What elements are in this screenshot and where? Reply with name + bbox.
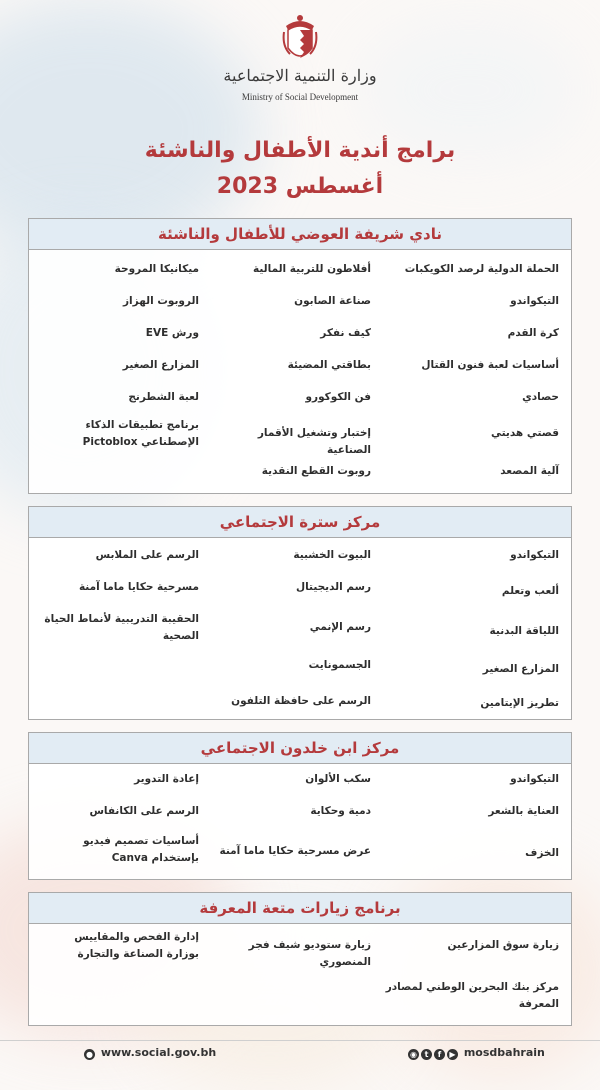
- program-item: ميكانيكا المروحة: [114, 263, 199, 275]
- program-item: المزارع الصغير: [122, 359, 199, 371]
- website-url[interactable]: www.social.gov.bh: [100, 1046, 217, 1059]
- program-item: الخزف: [525, 847, 559, 859]
- social-handle[interactable]: mosdbahrain: [463, 1046, 545, 1059]
- program-item: ورش EVE: [145, 327, 199, 339]
- program-item: تطريز الإيتامين: [480, 697, 559, 709]
- program-item: قصتي هديتي: [491, 427, 559, 439]
- ministry-name-english: Ministry of Social Development: [241, 92, 359, 102]
- program-item: البيوت الخشبية: [293, 549, 371, 561]
- program-item: أساسيات لعبة فنون القتال: [421, 359, 559, 371]
- program-item: روبوت القطع النقدية: [261, 465, 371, 477]
- program-item: الحملة الدولية لرصد الكويكبات: [404, 263, 559, 275]
- program-item: سكب الألوان: [305, 773, 371, 785]
- section-sitra-social-center: [28, 506, 572, 720]
- program-item: الروبوت الهزاز: [123, 295, 199, 307]
- program-item: كرة القدم: [507, 327, 559, 339]
- program-item: المزارع الصغير: [482, 663, 559, 675]
- ministry-name-arabic: وزارة التنمية الاجتماعية: [223, 66, 377, 85]
- program-item: ألعب وتعلم: [501, 585, 559, 597]
- section-title: نادي شريفة العوضي للأطفال والناشئة: [29, 219, 571, 250]
- program-item: دمية وحكاية: [310, 805, 371, 817]
- program-item: مسرحية حكايا ماما آمنة: [78, 581, 199, 593]
- program-item: بطاقتي المضيئة: [287, 359, 371, 371]
- program-item: زيارة ستوديو شيف فجر المنصوري: [248, 939, 371, 968]
- program-item: التيكواندو: [510, 773, 559, 785]
- footer-website[interactable]: [84, 1046, 216, 1060]
- youtube-icon[interactable]: ▶: [447, 1049, 458, 1060]
- program-item: الرسم على الكانفاس: [89, 805, 199, 817]
- program-item: العناية بالشعر: [488, 805, 559, 817]
- program-item: زيارة سوق المزارعين: [447, 939, 559, 951]
- program-item: إعادة التدوير: [134, 773, 199, 785]
- section-title: مركز ابن خلدون الاجتماعي: [29, 733, 571, 764]
- bahrain-emblem-logo: [282, 12, 318, 64]
- footer-divider: [0, 1040, 600, 1041]
- facebook-icon[interactable]: f: [434, 1049, 445, 1060]
- program-item: مركز بنك البحرين الوطني لمصادر المعرفة: [385, 981, 559, 1010]
- globe-icon: ●: [84, 1049, 95, 1060]
- twitter-icon[interactable]: t: [421, 1049, 432, 1060]
- program-item: كيف نفكر: [320, 327, 371, 339]
- program-item: آلية المصعد: [500, 465, 559, 477]
- program-item: الحقيبة التدريبية لأنماط الحياة الصحية: [44, 613, 199, 642]
- program-item: فن الكوكورو: [305, 391, 371, 403]
- program-item: التيكواندو: [510, 549, 559, 561]
- section-title: برنامج زيارات متعة المعرفة: [29, 893, 571, 924]
- program-item: صناعة الصابون: [294, 295, 371, 307]
- program-item: الرسم على الملابس: [95, 549, 199, 561]
- program-item: الرسم على حافظة التلفون: [231, 695, 371, 707]
- page-title: برامج أندية الأطفال والناشئة: [144, 138, 456, 163]
- instagram-icon[interactable]: ◉: [408, 1049, 419, 1060]
- program-item: اللياقة البدنية: [489, 625, 559, 637]
- section-title: مركز سترة الاجتماعي: [29, 507, 571, 538]
- page-subtitle-date: أغسطس 2023: [216, 174, 384, 199]
- program-item: برنامج تطبيقات الذكاء الإصطناعي Pictoblox: [82, 419, 199, 448]
- section-ibn-khaldoun-social-center: [28, 732, 572, 880]
- program-item: حصادي: [522, 391, 559, 403]
- program-item: أفلاطون للتربية المالية: [253, 263, 371, 275]
- program-item: رسم الإنمي: [309, 621, 371, 633]
- footer-social: [408, 1046, 545, 1060]
- program-item: التيكواندو: [510, 295, 559, 307]
- program-item: إختبار وتشغيل الأقمار الصناعية: [257, 427, 371, 456]
- program-item: لعبة الشطرنج: [128, 391, 199, 403]
- section-sharifa-alawadhi-club: [28, 218, 572, 494]
- program-item: عرض مسرحية حكايا ماما آمنة: [219, 845, 371, 857]
- program-item: رسم الديجيتال: [295, 581, 371, 593]
- section-knowledge-visits-program: [28, 892, 572, 1026]
- program-item: إدارة الفحص والمقاييس بوزارة الصناعة والتجارة: [74, 931, 199, 960]
- header: [0, 0, 600, 120]
- program-item: أساسيات تصميم فيديو بإستخدام Canva: [83, 835, 199, 864]
- program-item: الجسمونايت: [308, 659, 371, 671]
